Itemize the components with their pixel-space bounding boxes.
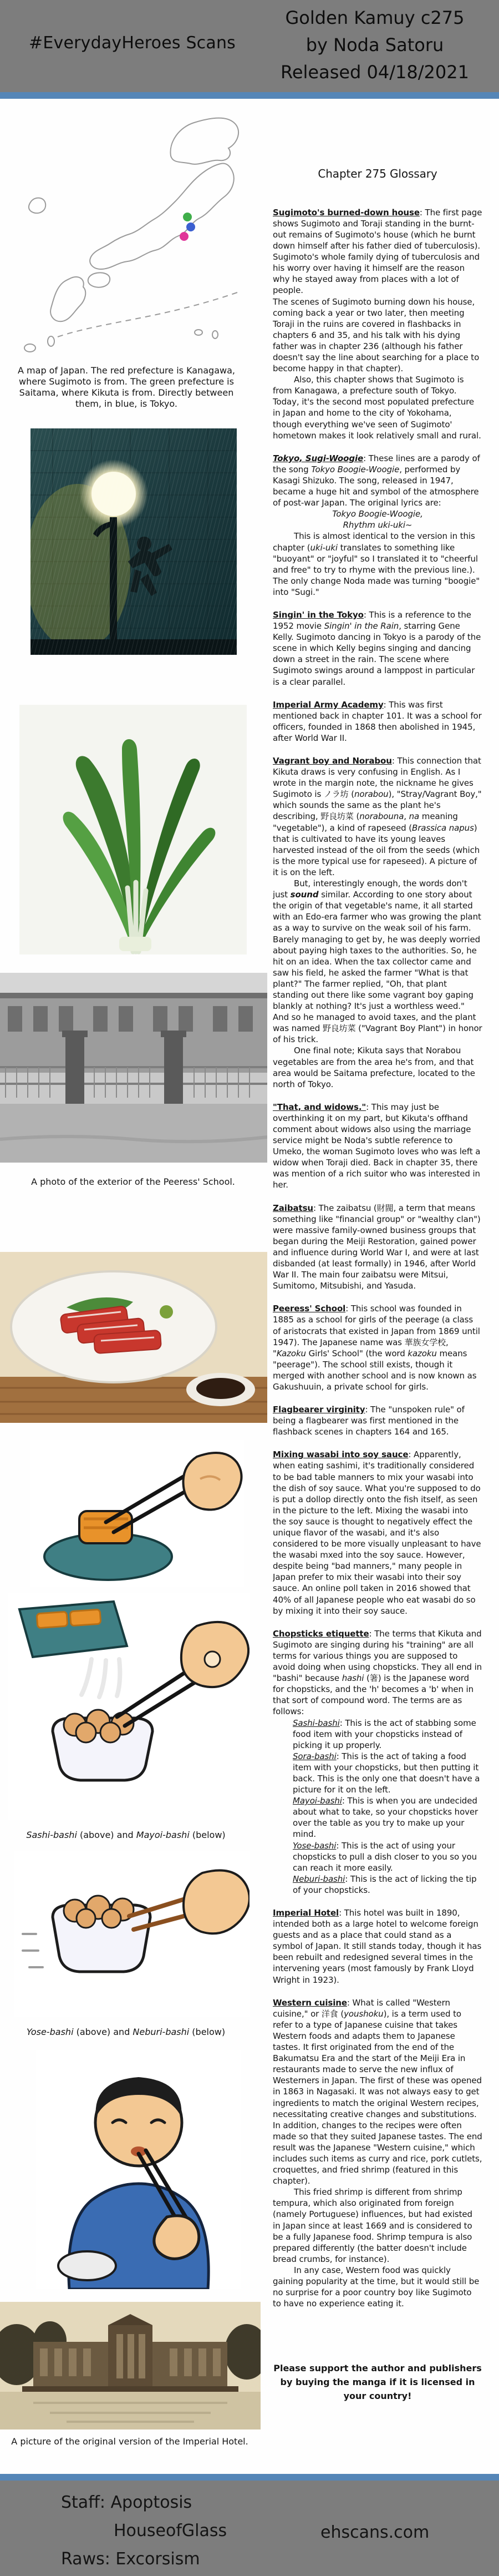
glossary-paragraph: This is almost identical to the version in this chapter (uki-uki translates to something like "buoyant" or "joyful" so I translated it to "cheerful and free" to try to rhyme with the previous line.). The only change Noda made was turning "boogie" into "Sugi." xyxy=(273,531,480,597)
glossary-paragraph: Peeress' School: This school was founded in 1885 as a school for girls of the peerage (a class of aristocrats that existed in Japan from 1869 until 1947). The Japanese name was 華族女学校, "Kazoku Girls' School" (the word kazoku means "peerage"). The school still exists, though it merged with another school and is now known as Gakushuuin, a private school for girls. xyxy=(273,1304,480,1392)
tokyo-blue-marker xyxy=(186,223,195,231)
map-caption: A map of Japan. The red prefecture is Kanagawa, where Sugimoto is from. The green prefecture is Saitama, where Kikuta is from. Directly between them, in blue, is Tokyo. xyxy=(18,365,235,409)
yose-bashi-illustration xyxy=(14,1851,249,2017)
release-info xyxy=(256,4,493,86)
glossary-entry xyxy=(273,453,482,598)
glossary-paragraph: This fried shrimp is different from shrimp tempura, which also originated from foreign (namely Portuguese) influences, but had existed in Japan since at least 1669 and is considered to be a fully Japanese food. Shrimp tempura is also prepared differently (the batter doesn't include bread crumbs, for instance). xyxy=(273,2187,472,2264)
glossary-paragraph: Singin' in the Tokyo: This is a reference to the 1952 movie Singin' in the Rain, starring Gene Kelly. Sugimoto dancing in Tokyo is a parody of the scene in which Kelly begins singing and dancing down a street in the rain. The scene where Sugimoto swings around a lamppost in particular is a clear parallel. xyxy=(273,609,481,687)
scan-team-name: #EverydayHeroes Scans xyxy=(29,33,236,53)
imperial-hotel-photo xyxy=(0,2302,261,2429)
glossary-entry xyxy=(273,1404,482,1437)
glossary-term: Peeress' School xyxy=(273,1304,346,1314)
staff-credit-2: HouseofGlass xyxy=(114,2521,227,2540)
glossary-subterm: Neburi-bashi xyxy=(293,1873,345,1884)
glossary-entry xyxy=(273,1203,482,1292)
glossary-title: Chapter 275 Glossary xyxy=(318,167,437,180)
lyrics-line: Rhythm uki-uki~ xyxy=(343,520,413,531)
lyrics-line: Tokyo Boogie-Woogie, xyxy=(332,509,423,519)
saitama-green-marker xyxy=(183,213,192,221)
support-note: Please support the author and publishers by buying the manga if it is licensed in your country! xyxy=(273,2363,482,2401)
glossary-paragraph: Mixing wasabi into soy sauce: Apparently, when eating sashimi, it's traditionally considered to be bad table manners to mix your wasabi into the dish of soy sauce. What you're supposed to do is put a dollop directly onto the fish itself, as seen in the picture to the left. Mixing the wasabi into the soy sauce is thought to negatively effect the unique flavor of the wasabi, and it's also considered to be more visually unpleasant to have the wasabi mxed into the soy sauce. However, despite being "bad manners," many people in Japan prefer to mix their wasabi into their soy sauce. An online poll taken in 2016 showed that 40% of all Japanese people who eat wasabi do so by mixing it into their soy sauce. xyxy=(273,1449,481,1616)
glossary-subitem: Sashi-bashi: This is the act of stabbing some food item with your chopsticks instead of picking it up properly. xyxy=(293,1718,476,1750)
glossary-subterm: Sashi-bashi xyxy=(293,1718,340,1728)
release-date: Released 04/18/2021 xyxy=(281,62,469,83)
glossary-paragraph: Flagbearer virginity: The "unspoken rule" of being a flagbearer was first mentioned in the flashback scenes in chapters 164 and 165. xyxy=(273,1405,465,1437)
glossary-entry xyxy=(273,1628,482,1896)
sashi-bashi-illustration xyxy=(30,1440,244,1587)
glossary-subterm: Yose-bashi xyxy=(293,1840,337,1851)
glossary-term: Imperial Army Academy xyxy=(273,699,384,710)
japan-map-image xyxy=(4,108,247,363)
glossary-paragraph: The scenes of Sugimoto burning down his house, coming back a year or two later, then meeting Toraji in the ruins are covered in flashbacks in chapters 6 and 35, and his talk with his dying father was in chapter 236 (although his father doesn't say the line about searching for a place to become happy in that chapter). xyxy=(273,296,480,374)
glossary-term: Zaibatsu xyxy=(273,1203,313,1213)
glossary-subterm: Sora-bashi xyxy=(293,1751,337,1761)
mayoi-bashi-illustration xyxy=(8,1593,249,1820)
blue-divider-bottom xyxy=(0,2474,499,2481)
glossary-subitem: Yose-bashi: This is the act of using your chopsticks to pull a dish closer to you so you can reach it more easily. xyxy=(293,1840,477,1873)
raws-credit: Raws: Excorsism xyxy=(61,2549,200,2569)
glossary-term: Singin' in the Tokyo xyxy=(273,609,364,620)
glossary-paragraph: Imperial Army Academy: This was first mentioned back in chapter 101. It was a school for officers, founded in 1868 then abolished in 1945, after World War II. xyxy=(273,699,482,743)
glossary-paragraph: "That, and widows.": This may just be overthinking it on my part, but Kikuta's offhand comment about widows also using the marriage service might be Noda's subtle reference to Umeko, the woman Sugimoto loves who was left a widow when Toraji died. Back in chapter 35, there was mention of a rich suitor who was interested in her. xyxy=(273,1102,481,1190)
glossary-entry xyxy=(273,755,482,1090)
glossary-paragraph: But, interestingly enough, the words don't just sound similar. According to one story about the origin of that vegetable's name, it all started with an Edo-era farmer who was growing the plant as a way to survive on the weak soil of his farm. Barely managing to get by, he was deeply worried about paying high taxes to the authorities. So, he hit on an idea. When the tax collector came and saw his field, he asked the farmer "What is that plant?" The farmer replied, "Oh, that plant standing out there like some vagrant boy gaping blankly at nothing? It's just a worthless weed." And so he managed to avoid taxes, and the plant was named 野良坊菜 ("Vagrant Boy Plant") in honor of his trick. xyxy=(273,878,482,1045)
glossary-paragraph: Chopsticks etiquette: The terms that Kikuta and Sugimoto are singing during his "training" are all terms for various things you are supposed to avoid doing when using chopsticks. They all end in "bashi" because hashi (箸) is the Japanese word for chopsticks, and the 'h' becomes a 'b' when in that sort of compound word. The terms are as follows: xyxy=(273,1628,482,1717)
neburi-bashi-illustration xyxy=(36,2050,241,2289)
glossary-subterm: Mayoi-bashi xyxy=(293,1796,342,1806)
manga-author: by Noda Satoru xyxy=(305,34,444,55)
glossary-term: "That, and widows." xyxy=(273,1102,366,1112)
glossary-entry xyxy=(273,609,482,688)
glossary-entry xyxy=(273,1303,482,1392)
peeress-school-caption: A photo of the exterior of the Peeress' School. xyxy=(31,1176,235,1187)
glossary-paragraph: Vagrant boy and Norabou: This connection that Kikuta draws is very confusing in English. As I wrote in the margin note, the nickname he gives Sugimoto is ノラ坊 (norabou), "Stray/Vagrant Boy," which sounds the same as the plant he's describing, 野良坊菜 (norabouna, na meaning "vegetable"), a kind of rapeseed (Brassica napus) that is cultivated to have its young leaves harvested instead of the oil from the seeds (which is the more typical use for rapeseed). A picture of it is on the left. xyxy=(273,756,482,877)
glossary-paragraph: One final note; Kikuta says that Norabou vegetables are from the area he's from, and that area would be Saitama prefecture, located to the north of Tokyo. xyxy=(273,1045,475,1089)
blue-divider-top xyxy=(0,92,499,99)
glossary-entries xyxy=(273,207,482,2310)
glossary-entry xyxy=(273,699,482,744)
manga-title: Golden Kamuy c275 xyxy=(285,7,465,28)
imperial-hotel-caption: A picture of the original version of the Imperial Hotel. xyxy=(11,2436,248,2447)
glossary-entry xyxy=(273,1102,482,1191)
glossary-subitem: Mayoi-bashi: This is when you are undecided about what to take, so your chopsticks hover over the table as you try to make up your mind. xyxy=(293,1796,478,1840)
glossary-paragraph: Tokyo, Sugi-Woogie: These lines are a parody of the song Tokyo Boogie-Woogie, performed by Kasagi Shizuko. The song, released in 1947, became a huge hit and symbol of the atmosphere of post-war Japan. The original lyrics are: xyxy=(273,453,480,508)
glossary-entry xyxy=(273,207,482,441)
glossary-paragraph: Western cuisine: What is called "Western cuisine," or 洋食 (youshoku), is a term used to refer to a type of Japanese cuisine that takes Western foods and adapts them to Japanese tastes. It first originated from the end of the Bakumatsu Era and the start of the Meiji Era in restaurants made to serve the new influx of Westerners in Japan. The first of these was opened in 1863 in Nagasaki. It was not always easy to get ingredients to match the original Western recipes, necessitating creative changes and substitutions. In addition, changes to the recipes were often made so that they suited Japanese tastes. The end result was the Japanese "Western cuisine," which includes such items as curry and rice, pork cutlets, croquettes, and fried shrimp (featured in this chapter). xyxy=(273,1997,482,2186)
glossary-term: Imperial Hotel xyxy=(273,1908,339,1918)
glossary-term: Vagrant boy and Norabou xyxy=(273,756,392,766)
peeress-school-photo xyxy=(0,973,267,1163)
glossary-paragraph: Also, this chapter shows that Sugimoto is from Kanagawa, a prefecture south of Tokyo. Today, it's the second most populated prefecture in Japan and home to the city of Yokohama, though everything we've seen of Sugimoto' hometown makes it look relatively small and rural. xyxy=(273,375,481,441)
glossary-paragraph: Sugimoto's burned-down house: The first page shows Sugimoto and Toraji standing in the burnt-out remains of Sugimoto's house (which he burnt down himself after his father died of tuberculosis). Sugimoto's whole family dying of tuberculosis and his worry over having it himself are the reason why he stayed away from places with a lot of people. xyxy=(273,207,482,296)
singin-in-the-rain-photo xyxy=(30,428,237,655)
rain-overlay xyxy=(30,428,237,655)
kanagawa-red-marker xyxy=(180,232,189,241)
glossary-term: Tokyo, Sugi-Woogie xyxy=(273,453,364,463)
staff-credit: Staff: Apoptosis xyxy=(61,2493,192,2512)
glossary-entry xyxy=(273,1449,482,1616)
glossary-term: Flagbearer virginity xyxy=(273,1405,365,1415)
sashi-mayoi-caption: Sashi-bashi (above) and Mayoi-bashi (below) xyxy=(26,1830,226,1840)
glossary-paragraph: In any case, Western food was quickly gaining popularity at the time, but it would still be no surprise for a poor country boy like Sugimoto to have no experience eating it. xyxy=(273,2265,480,2309)
glossary-term: Sugimoto's burned-down house xyxy=(273,207,420,218)
website-url: ehscans.com xyxy=(320,2523,430,2542)
norabouna-vegetable-photo xyxy=(19,705,247,954)
glossary-term: Chopsticks etiquette xyxy=(273,1628,369,1639)
glossary-subitem: Neburi-bashi: This is the act of licking the tip of your chopsticks. xyxy=(293,1873,477,1895)
glossary-paragraph: Zaibatsu: The zaibatsu (財閥, a term that means something like "financial group" or "wealthy clan") were massive family-owned business groups that began during the Meiji Restoration, gained power and influence during World War I, and were at last disbanded (at least formally) in 1946, after World War II. The main four zaibatsu were Mitsui, Sumitomo, Mitsubishi, and Yasuda. xyxy=(273,1203,481,1291)
glossary-term: Western cuisine xyxy=(273,1997,347,2008)
glossary-entry xyxy=(273,1907,482,1986)
glossary-column xyxy=(273,166,482,2333)
header-band xyxy=(0,0,499,92)
sashimi-photo xyxy=(0,1252,267,1423)
glossary-entry xyxy=(273,1997,482,2310)
glossary-subitem: Sora-bashi: This is the act of taking a food item with your chopsticks, but then putting it back. This is the only one that doesn't have a picture for it on the left. xyxy=(293,1751,480,1795)
glossary-term: Mixing wasabi into soy sauce xyxy=(273,1449,409,1460)
glossary-paragraph: Imperial Hotel: This hotel was built in 1890, intended both as a large hotel to welcome foreign guests and as a place that could stand as a symbol of Japan. It still stands today, though it has been rebuilt and redesigned several times in the intervening years (most famously by Frank Lloyd Wright in 1923). xyxy=(273,1908,482,1985)
yose-neburi-caption: Yose-bashi (above) and Neburi-bashi (below) xyxy=(26,2027,226,2037)
